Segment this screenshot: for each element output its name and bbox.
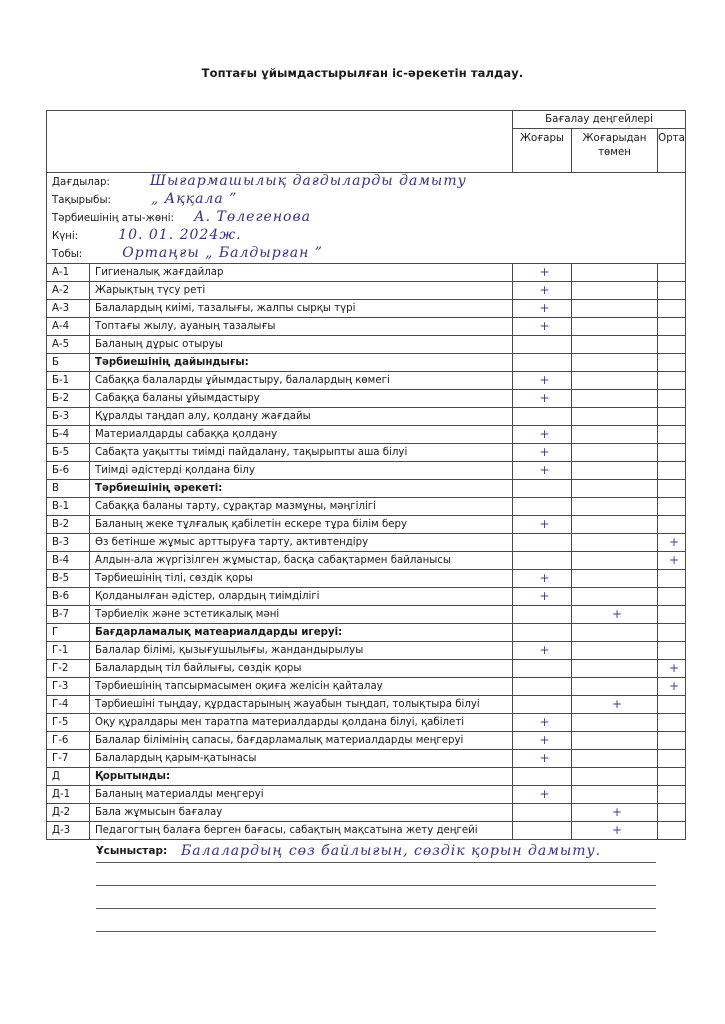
mark-high: +: [513, 426, 572, 444]
col-high-header: Жоғары: [513, 129, 572, 173]
criteria-row: [47, 534, 686, 552]
mark-below: [572, 462, 658, 480]
mark-below: [572, 264, 658, 282]
mark-below: [572, 714, 658, 732]
mark-high: [513, 660, 572, 678]
criteria-row: [47, 732, 686, 750]
criteria-row: [47, 606, 686, 624]
row-label: Тәрбиешіні тыңдау, құрдастарының жауабын тыңдап, толықтыра білуі: [90, 696, 513, 714]
mark-below: [572, 354, 658, 372]
mark-mid: [658, 732, 686, 750]
mark-high: +: [513, 282, 572, 300]
mark-mid: [658, 264, 686, 282]
col-mid-header: Орта: [658, 129, 686, 173]
row-code: В: [47, 480, 90, 498]
info-row: [47, 227, 686, 245]
info-row: [47, 209, 686, 227]
mark-high: [513, 822, 572, 840]
row-code: Б-3: [47, 408, 90, 426]
mark-below: [572, 390, 658, 408]
row-label: Балалардың қарым-қатынасы: [90, 750, 513, 768]
mark-below: [572, 480, 658, 498]
row-label: Баланың жеке тұлғалық қабілетін ескере тұра білім беру: [90, 516, 513, 534]
mark-mid: [658, 768, 686, 786]
mark-high: +: [513, 588, 572, 606]
section-row: [47, 624, 686, 642]
row-label: Сабаққа баланы ұйымдастыру: [90, 390, 513, 408]
mark-mid: [658, 426, 686, 444]
criteria-row: [47, 714, 686, 732]
mark-below: [572, 282, 658, 300]
mark-high: +: [513, 732, 572, 750]
row-code: А-5: [47, 336, 90, 354]
recommendations-label: Ұсыныстар:: [96, 845, 168, 857]
row-code: Д-1: [47, 786, 90, 804]
mark-mid: [658, 822, 686, 840]
mark-below: [572, 498, 658, 516]
mark-below: [572, 552, 658, 570]
mark-below: [572, 732, 658, 750]
row-code: Б: [47, 354, 90, 372]
mark-mid: [658, 516, 686, 534]
mark-below: [572, 570, 658, 588]
mark-mid: [658, 750, 686, 768]
mark-high: [513, 804, 572, 822]
mark-high: [513, 498, 572, 516]
row-code: А-1: [47, 264, 90, 282]
row-label: Алдын-ала жүргізілген жұмыстар, басқа сабақтармен байланысы: [90, 552, 513, 570]
row-label: Балалар білімінің сапасы, бағдарламалық материалдарды меңгеруі: [90, 732, 513, 750]
info-label: Күні:: [52, 231, 79, 242]
mark-high: [513, 624, 572, 642]
row-label: Балалардың тіл байлығы, сөздік қоры: [90, 660, 513, 678]
row-code: Г: [47, 624, 90, 642]
rec-line-1: [96, 862, 656, 863]
mark-mid: [658, 804, 686, 822]
row-label: Тәрбиешінің тапсырмасымен оқиға желісін қайталау: [90, 678, 513, 696]
row-label: Құралды таңдап алу, қолдану жағдайы: [90, 408, 513, 426]
row-code: Б-5: [47, 444, 90, 462]
mark-below: [572, 642, 658, 660]
criteria-row: [47, 372, 686, 390]
mark-high: [513, 534, 572, 552]
mark-high: +: [513, 786, 572, 804]
row-code: Б-1: [47, 372, 90, 390]
row-code: Г-2: [47, 660, 90, 678]
mark-below: [572, 588, 658, 606]
row-code: Б-2: [47, 390, 90, 408]
info-value: Ортаңғы „ Балдырған ”: [122, 245, 323, 261]
criteria-row: [47, 750, 686, 768]
section-row: [47, 768, 686, 786]
mark-high: +: [513, 390, 572, 408]
row-code: Б-6: [47, 462, 90, 480]
mark-mid: [658, 336, 686, 354]
info-value: 10. 01. 2024ж.: [118, 227, 242, 243]
row-code: В-3: [47, 534, 90, 552]
mark-mid: [658, 318, 686, 336]
criteria-row: [47, 822, 686, 840]
mark-high: +: [513, 300, 572, 318]
mark-below: [572, 750, 658, 768]
mark-high: [513, 768, 572, 786]
info-label: Тәрбиешінің аты-жөні:: [52, 213, 174, 224]
row-label: Тиімді әдістерді қолдана білу: [90, 462, 513, 480]
section-row: [47, 354, 686, 372]
mark-high: [513, 678, 572, 696]
mark-below: [572, 768, 658, 786]
criteria-row: [47, 318, 686, 336]
row-code: Г-3: [47, 678, 90, 696]
mark-high: +: [513, 750, 572, 768]
criteria-row: [47, 804, 686, 822]
info-value: А. Төлегенова: [193, 209, 311, 225]
mark-high: +: [513, 642, 572, 660]
row-label: Тәрбиешінің әрекеті:: [90, 480, 513, 498]
mark-high: +: [513, 570, 572, 588]
mark-mid: [658, 606, 686, 624]
page-title: Топтағы ұйымдастырылған іс-әрекетін талдау.: [201, 66, 524, 80]
mark-mid: [658, 444, 686, 462]
row-label: Тәрбиешінің дайындығы:: [90, 354, 513, 372]
row-code: Б-4: [47, 426, 90, 444]
criteria-row: [47, 300, 686, 318]
mark-mid: [658, 372, 686, 390]
mark-mid: [658, 714, 686, 732]
row-label: Баланың дұрыс отыруы: [90, 336, 513, 354]
recommendations-text: Балалардың сөз байлығын, сөздік қорын дамыту.: [181, 843, 602, 859]
row-code: А-4: [47, 318, 90, 336]
row-code: Д: [47, 768, 90, 786]
row-code: А-3: [47, 300, 90, 318]
mark-mid: [658, 786, 686, 804]
rec-line-4: [96, 931, 656, 932]
row-code: Д-3: [47, 822, 90, 840]
row-label: Сабаққа баланы тарту, сұрақтар мазмұны, мәңгілігі: [90, 498, 513, 516]
row-label: Оқу құралдары мен таратпа материалдарды қолдана білуі, қабілеті: [90, 714, 513, 732]
mark-mid: +: [658, 660, 686, 678]
criteria-row: [47, 282, 686, 300]
row-code: В-7: [47, 606, 90, 624]
mark-below: [572, 318, 658, 336]
mark-below: [572, 408, 658, 426]
row-label: Қолданылған әдістер, олардың тиімділігі: [90, 588, 513, 606]
criteria-row: [47, 336, 686, 354]
mark-below: [572, 444, 658, 462]
row-label: Топтағы жылу, ауаның тазалығы: [90, 318, 513, 336]
mark-high: +: [513, 462, 572, 480]
mark-below: +: [572, 822, 658, 840]
row-label: Балалар білімі, қызығушылығы, жандандырылуы: [90, 642, 513, 660]
mark-high: +: [513, 372, 572, 390]
mark-below: [572, 678, 658, 696]
mark-below: [572, 660, 658, 678]
criteria-row: [47, 552, 686, 570]
mark-below: +: [572, 696, 658, 714]
row-code: В-5: [47, 570, 90, 588]
criteria-row: [47, 498, 686, 516]
mark-mid: +: [658, 552, 686, 570]
row-label: Бағдарламалық матеариалдарды игеруі:: [90, 624, 513, 642]
mark-mid: [658, 282, 686, 300]
mark-mid: +: [658, 678, 686, 696]
row-label: Баланың материалды меңгеруі: [90, 786, 513, 804]
criteria-row: [47, 390, 686, 408]
mark-below: [572, 336, 658, 354]
col-below-header: Жоғарыдан төмен: [572, 129, 658, 173]
criteria-row: [47, 588, 686, 606]
header-row-1: [47, 111, 686, 129]
mark-mid: [658, 498, 686, 516]
rec-line-2: [96, 885, 656, 886]
mark-below: +: [572, 804, 658, 822]
mark-high: +: [513, 516, 572, 534]
row-label: Өз бетінше жұмыс арттыруға тарту, активтендіру: [90, 534, 513, 552]
mark-high: +: [513, 264, 572, 282]
mark-high: [513, 606, 572, 624]
mark-below: [572, 516, 658, 534]
criteria-row: [47, 444, 686, 462]
mark-mid: [658, 390, 686, 408]
row-code: Г-6: [47, 732, 90, 750]
mark-mid: [658, 570, 686, 588]
row-label: Бала жұмысын бағалау: [90, 804, 513, 822]
row-code: Г-5: [47, 714, 90, 732]
mark-below: [572, 624, 658, 642]
row-label: Жарықтың түсу реті: [90, 282, 513, 300]
mark-mid: [658, 300, 686, 318]
row-code: В-4: [47, 552, 90, 570]
row-label: Қорытынды:: [90, 768, 513, 786]
mark-mid: [658, 354, 686, 372]
row-code: Г-1: [47, 642, 90, 660]
info-label: Дағдылар:: [52, 177, 110, 188]
criteria-row: [47, 696, 686, 714]
row-label: Тәрбиелік және эстетикалық мәні: [90, 606, 513, 624]
mark-high: +: [513, 714, 572, 732]
info-value: „ Аққала ”: [150, 191, 238, 207]
info-row: [47, 173, 686, 192]
mark-high: [513, 336, 572, 354]
row-label: Балалардың киімі, тазалығы, жалпы сырқы түрі: [90, 300, 513, 318]
mark-below: [572, 426, 658, 444]
info-row: [47, 245, 686, 264]
section-row: [47, 480, 686, 498]
criteria-row: [47, 642, 686, 660]
criteria-row: [47, 264, 686, 282]
levels-header: Бағалау деңгейлері: [513, 111, 686, 129]
mark-high: +: [513, 444, 572, 462]
info-label: Тақырыбы:: [52, 195, 111, 206]
row-code: В-6: [47, 588, 90, 606]
mark-high: [513, 480, 572, 498]
mark-mid: [658, 462, 686, 480]
mark-mid: [658, 696, 686, 714]
criteria-row: [47, 426, 686, 444]
evaluation-table: [46, 110, 686, 840]
row-code: Г-4: [47, 696, 90, 714]
mark-below: [572, 534, 658, 552]
mark-mid: [658, 642, 686, 660]
rec-line-3: [96, 908, 656, 909]
mark-below: [572, 786, 658, 804]
row-label: Гигиеналық жағдайлар: [90, 264, 513, 282]
info-row: [47, 191, 686, 209]
mark-mid: [658, 624, 686, 642]
criteria-row: [47, 786, 686, 804]
criteria-row: [47, 408, 686, 426]
mark-mid: [658, 480, 686, 498]
criteria-row: [47, 462, 686, 480]
row-code: А-2: [47, 282, 90, 300]
mark-high: [513, 552, 572, 570]
criteria-row: [47, 570, 686, 588]
row-code: В-2: [47, 516, 90, 534]
row-label: Сабақта уақытты тиімді пайдалану, тақырыпты аша білуі: [90, 444, 513, 462]
row-label: Материалдарды сабаққа қолдану: [90, 426, 513, 444]
info-label: Тобы:: [52, 249, 83, 260]
info-value: Шығармашылық дағдыларды дамыту: [149, 173, 467, 189]
row-code: Г-7: [47, 750, 90, 768]
mark-below: [572, 300, 658, 318]
row-code: Д-2: [47, 804, 90, 822]
criteria-row: [47, 678, 686, 696]
criteria-row: [47, 516, 686, 534]
mark-high: [513, 408, 572, 426]
row-label: Сабаққа балаларды ұйымдастыру, балалардың көмегі: [90, 372, 513, 390]
mark-below: +: [572, 606, 658, 624]
mark-mid: [658, 408, 686, 426]
mark-mid: [658, 588, 686, 606]
mark-high: [513, 696, 572, 714]
row-label: Педагогтың балаға берген бағасы, сабақтың мақсатына жету деңгейі: [90, 822, 513, 840]
mark-high: +: [513, 318, 572, 336]
row-code: В-1: [47, 498, 90, 516]
mark-high: [513, 354, 572, 372]
mark-mid: +: [658, 534, 686, 552]
row-label: Тәрбиешінің тілі, сөздік қоры: [90, 570, 513, 588]
mark-below: [572, 372, 658, 390]
criteria-row: [47, 660, 686, 678]
